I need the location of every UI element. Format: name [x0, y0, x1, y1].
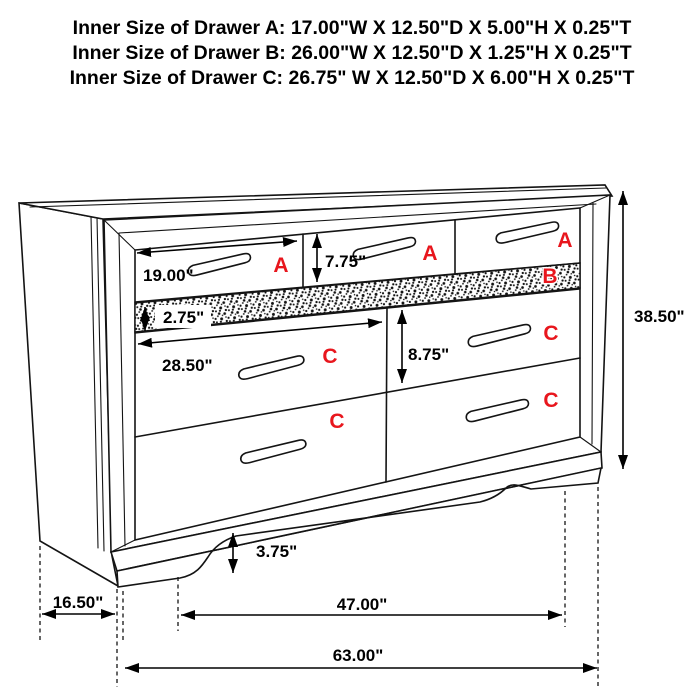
label-overall-height: 38.50": [634, 307, 685, 326]
letter-drawer-a2: A: [422, 242, 438, 265]
dresser-drawing: [19, 185, 612, 587]
spec-line-drawer-c: Inner Size of Drawer C: 26.75" W X 12.50"D X 6.00"H X 0.25"T: [69, 67, 635, 89]
letter-drawer-c1-right: C: [543, 322, 559, 345]
letter-drawer-c2-right: C: [543, 389, 559, 412]
spec-line-drawer-b: Inner Size of Drawer B: 26.00"W X 12.50"D X 1.25"H X 0.25"T: [72, 42, 632, 64]
label-feet-span: 47.00": [336, 595, 388, 614]
label-strip-b-height: 2.75": [163, 308, 205, 327]
letter-drawer-c1-left: C: [322, 345, 338, 368]
letter-drawer-a1: A: [273, 254, 289, 277]
spec-text-block: [70, 17, 635, 89]
letter-drawer-a3: A: [557, 229, 573, 252]
label-depth: 16.50": [52, 593, 104, 612]
label-overall-width: 63.00": [332, 646, 384, 665]
letter-drawer-c2-left: C: [329, 410, 345, 433]
label-drawer-a-width: 19.00": [143, 266, 194, 285]
label-base-height: 3.75": [256, 542, 298, 561]
label-drawer-c-height: 8.75": [408, 345, 450, 364]
spec-line-drawer-a: Inner Size of Drawer A: 17.00"W X 12.50"D X 5.00"H X 0.25"T: [72, 17, 632, 39]
label-drawer-a-height: 7.75": [325, 252, 367, 271]
letter-drawer-b: B: [542, 265, 558, 288]
label-drawer-c-width: 28.50": [162, 356, 213, 375]
